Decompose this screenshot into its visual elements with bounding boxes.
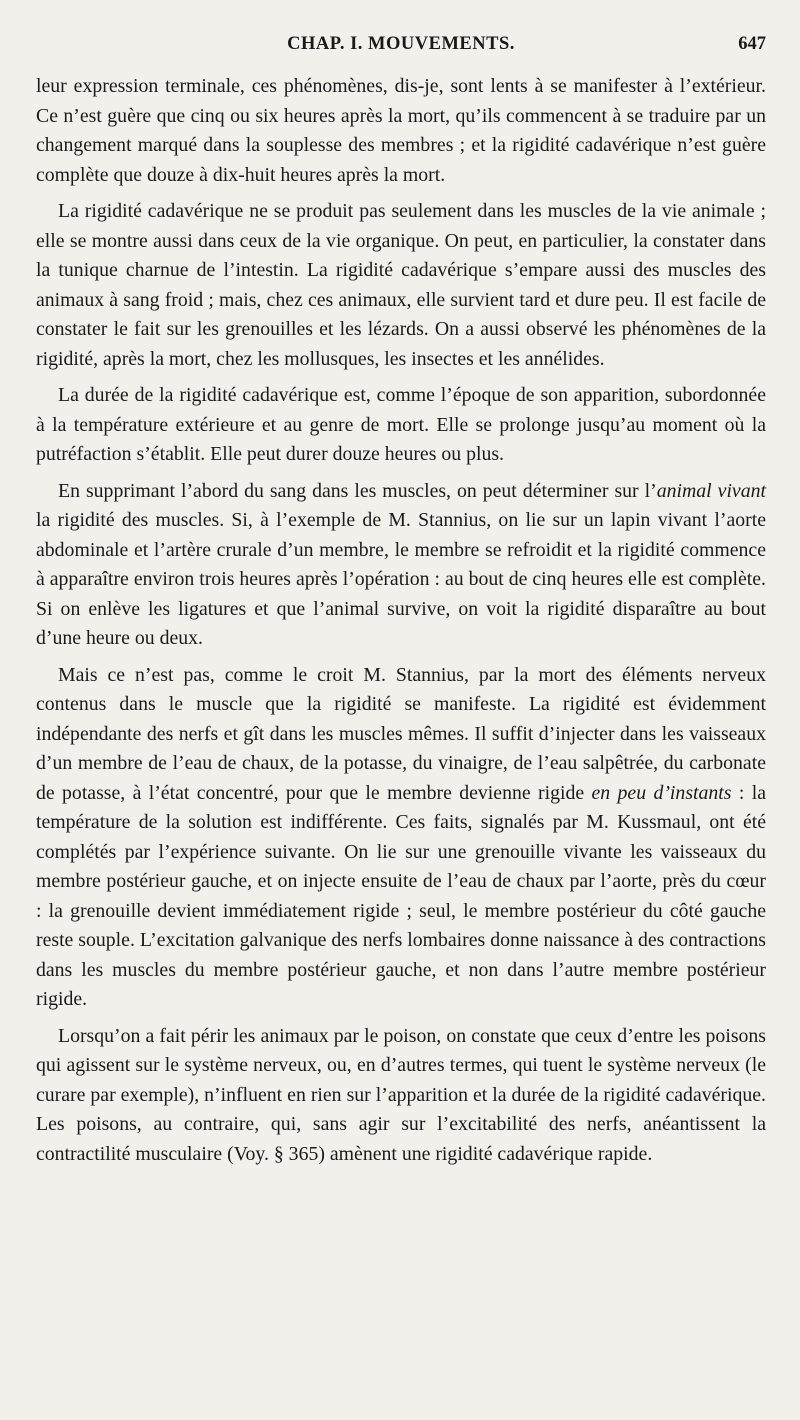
body-text bbox=[36, 72, 766, 1169]
paragraph-stannius-experiment bbox=[36, 477, 766, 654]
paragraph-kussmaul-experiment bbox=[36, 661, 766, 1015]
page-header bbox=[36, 30, 766, 66]
running-head: CHAP. I. MOUVEMENTS. bbox=[287, 34, 515, 54]
page-number: 647 bbox=[738, 34, 766, 54]
paragraph-rigidity-duration: La durée de la rigidité cadavérique est, comme l’époque de son apparition, subordonnée à la température extérieure et au genre de mort. Elle se prolonge jusqu’au moment où la putréfaction s’établit. Elle peut durer douze heures ou plus. bbox=[36, 384, 766, 465]
paragraph-text-part: Mais ce n’est pas, comme le croit M. Stannius, par la mort des éléments nerveux contenus dans le muscle que la rigidité se manifeste. La rigidité est évidemment indépendante des nerfs et gît dans les muscles mêmes. Il suffit d’injecter dans les vaisseaux d’un membre de l’eau de chaux, de la potasse, du vinaigre, de l’eau salpêtrée, du carbonate de potasse, à l’état concentré, pour que le membre devienne rigide bbox=[36, 663, 766, 804]
paragraph-poisons: Lorsqu’on a fait périr les animaux par le poison, on constate que ceux d’entre les poisons qui agissent sur le système nerveux, ou, en d’autres termes, qui tuent le système nerveux (le curare par exemple), n’influent en rien sur l’apparition et la durée de la rigidité cadavérique. Les poisons, au contraire, qui, sans agir sur l’excitabilité des nerfs, anéantissent la contractilité musculaire (Voy. § 365) amènent une rigidité cadavérique rapide. bbox=[36, 1024, 766, 1165]
paragraph-text-part: la rigidité des muscles. Si, à l’exemple de M. Stannius, on lie sur un lapin vivant l’aorte abdominale et l’artère crurale d’un membre, le membre se refroidit et la rigidité commence à apparaître environ trois heures après l’opération : au bout de cinq heures elle est complète. Si on enlève les ligatures et que l’animal survive, on voit la rigidité disparaître au bout d’une heure ou deux. bbox=[36, 509, 766, 649]
paragraph-text-part: : la température de la solution est indifférente. Ces faits, signalés par M. Kussmaul, ont été complétés par l’expérience suivante. On lie sur une grenouille vivante les vaisseaux du membre postérieur gauche, et on injecte ensuite de l’eau de chaux par l’aorte, près du cœur : la grenouille devient immédiatement rigide ; seul, le membre postérieur du côté gauche reste souple. L’excitation galvanique des nerfs lombaires donne naissance à des contractions dans les muscles du membre postérieur gauche, et non dans l’autre membre postérieur rigide. bbox=[36, 781, 766, 1010]
paragraph-rigidity-organic: La rigidité cadavérique ne se produit pas seulement dans les muscles de la vie animale ; elle se montre aussi dans ceux de la vie organique. On peut, en particulier, la constater dans la tunique charnue de l’intestin. La rigidité cadavérique s’empare aussi des muscles des animaux à sang froid ; mais, chez ces animaux, elle survient tard et dure peu. Il est facile de constater le fait sur les grenouilles et les lézards. On a aussi observé les phénomènes de la rigidité, après la mort, chez les mollusques, les insectes et les annélides. bbox=[36, 200, 766, 370]
paragraph-continuation: leur expression terminale, ces phénomènes, dis-je, sont lents à se manifester à l’extérieur. Ce n’est guère que cinq ou six heures après la mort, qu’ils commencent à se traduire par un changement marqué dans la souplesse des membres ; et la rigidité cadavérique n’est guère complète que douze à dix-huit heures après la mort. bbox=[36, 75, 766, 186]
paragraph-text-part: En supprimant l’abord du sang dans les muscles, on peut déterminer sur l’ bbox=[58, 479, 657, 502]
italic-phrase: animal vivant bbox=[656, 479, 766, 502]
italic-phrase: en peu d’instants bbox=[591, 781, 732, 804]
